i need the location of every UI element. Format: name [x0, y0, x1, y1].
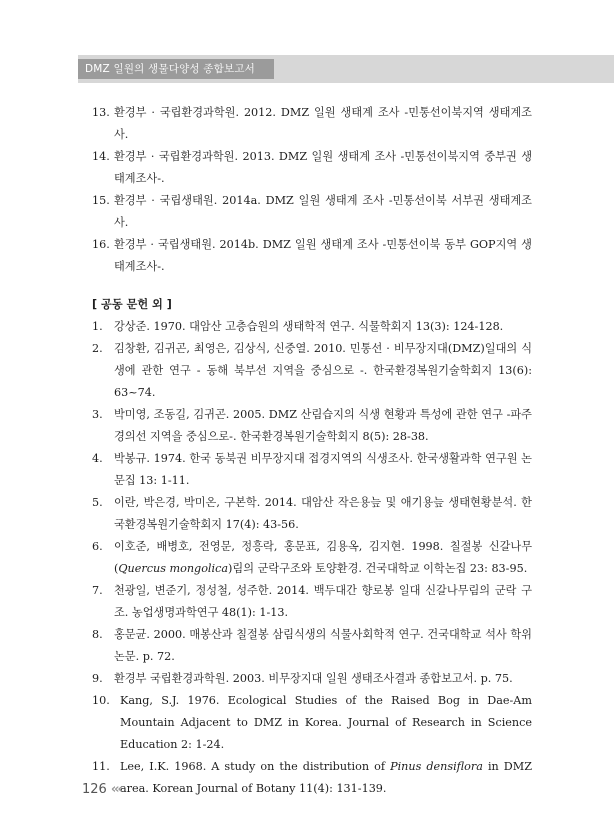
- reference-item: [92, 338, 532, 404]
- running-header-title: DMZ 일원의 생물다양성 종합보고서: [78, 59, 274, 79]
- reference-text: 박미영, 조동길, 김귀곤. 2005. DMZ 산림습지의 식생 현황과 특성에 관한 연구 -파주 경의선 지역을 중심으로-. 한국환경복원기술학회지 8(5): 28-38.: [114, 408, 532, 443]
- chevron-left-icon: ‹‹‹: [110, 782, 121, 797]
- reference-text: 환경부 · 국립환경과학원. 2013. DMZ 일원 생태계 조사 -민통선이북지역 중부권 생태계조사-.: [114, 150, 532, 185]
- reference-text-post: )림의 군락구조와 토양환경. 건국대학교 이학논집 23: 83-95.: [228, 562, 528, 575]
- reference-item: [92, 190, 532, 234]
- reference-number: 13.: [92, 106, 110, 119]
- reference-item: [92, 492, 532, 536]
- page-number: 126: [82, 782, 107, 797]
- reference-text: 김창환, 김귀곤, 최영은, 김상식, 신중열. 2010. 민통선 · 비무장지대(DMZ)일대의 식생에 관한 연구 - 동해 북부선 지역을 중심으로 -. 한국환경복원기술학회지 13(6): 63~74.: [114, 342, 532, 399]
- reference-item: [92, 624, 532, 668]
- reference-text: 강상준. 1970. 대암산 고층습원의 생태학적 연구. 식물학회지 13(3): 124-128.: [114, 320, 504, 333]
- reference-item: [92, 580, 532, 624]
- reference-item: [92, 316, 532, 338]
- reference-text-post: in DMZ area. Korean Journal of Botany 11(4): 131-139.: [120, 760, 532, 795]
- reference-item: [92, 102, 532, 146]
- reference-text: 환경부 · 국립환경과학원. 2012. DMZ 일원 생태계 조사 -민통선이북지역 생태계조사.: [114, 106, 532, 141]
- reference-item: [92, 756, 532, 800]
- reference-text: 환경부 · 국립생태원. 2014b. DMZ 일원 생태계 조사 -민통선이북 동부 GOP지역 생태계조사-.: [114, 238, 532, 273]
- reference-text: 환경부 · 국립생태원. 2014a. DMZ 일원 생태계 조사 -민통선이북 서부권 생태계조사.: [114, 194, 532, 229]
- reference-text: Kang, S.J. 1976. Ecological Studies of the Raised Bog in Dae-Am Mountain Adjacent to DMZ in Korea. Journal of Research in Science Education 2: 1-24.: [120, 694, 532, 751]
- scientific-name: Pinus densiflora: [390, 760, 483, 773]
- reference-number: 4.: [92, 452, 103, 465]
- reference-text: 환경부 국립환경과학원. 2003. 비무장지대 일원 생태조사결과 종합보고서. p. 75.: [114, 672, 513, 685]
- reference-item: [92, 690, 532, 756]
- reference-number: 16.: [92, 238, 110, 251]
- reference-number: 8.: [92, 628, 103, 641]
- reference-item: [92, 404, 532, 448]
- reference-number: 14.: [92, 150, 110, 163]
- reference-item: [92, 536, 532, 580]
- reference-number: 7.: [92, 584, 103, 597]
- reference-item: [92, 234, 532, 278]
- reference-number: 10.: [92, 694, 110, 707]
- reference-number: 5.: [92, 496, 103, 509]
- scientific-name: Quercus mongolica: [118, 562, 229, 575]
- reference-number: 9.: [92, 672, 103, 685]
- reference-number: 3.: [92, 408, 103, 421]
- reference-item: [92, 146, 532, 190]
- reference-number: 1.: [92, 320, 103, 333]
- page-footer: [82, 782, 121, 797]
- reference-number: 15.: [92, 194, 110, 207]
- reference-item: [92, 668, 532, 690]
- reference-number: 6.: [92, 540, 103, 553]
- reference-text: 이란, 박은경, 박미온, 구본학. 2014. 대암산 작은용늪 및 애기용늪 생태현황분석. 한국환경복원기술학회지 17(4): 43-56.: [114, 496, 532, 531]
- reference-number: 11.: [92, 760, 110, 773]
- reference-item: [92, 448, 532, 492]
- reference-text-pre: Lee, I.K. 1968. A study on the distribution of: [120, 760, 391, 773]
- reference-text: 천광일, 변준기, 정성철, 성주한. 2014. 백두대간 향로봉 일대 신갈나무림의 군락 구조. 농업생명과학연구 48(1): 1-13.: [114, 584, 532, 619]
- section-heading: [ 공동 문헌 외 ]: [92, 298, 172, 311]
- reference-number: 2.: [92, 342, 103, 355]
- references-content: [92, 102, 532, 800]
- reference-text: 박봉규. 1974. 한국 동북권 비무장지대 접경지역의 식생조사. 한국생활과학 연구원 논문집 13: 1-11.: [114, 452, 532, 487]
- reference-text-pre: 이호준, 배병호, 전영문, 정흥락, 홍문표, 김용옥, 김지현. 1998. 칠절봉 신갈나무 (: [114, 540, 532, 575]
- reference-text: 홍문균. 2000. 매봉산과 칠절봉 삼림식생의 식물사회학적 연구. 건국대학교 석사 학위논문. p. 72.: [114, 628, 532, 663]
